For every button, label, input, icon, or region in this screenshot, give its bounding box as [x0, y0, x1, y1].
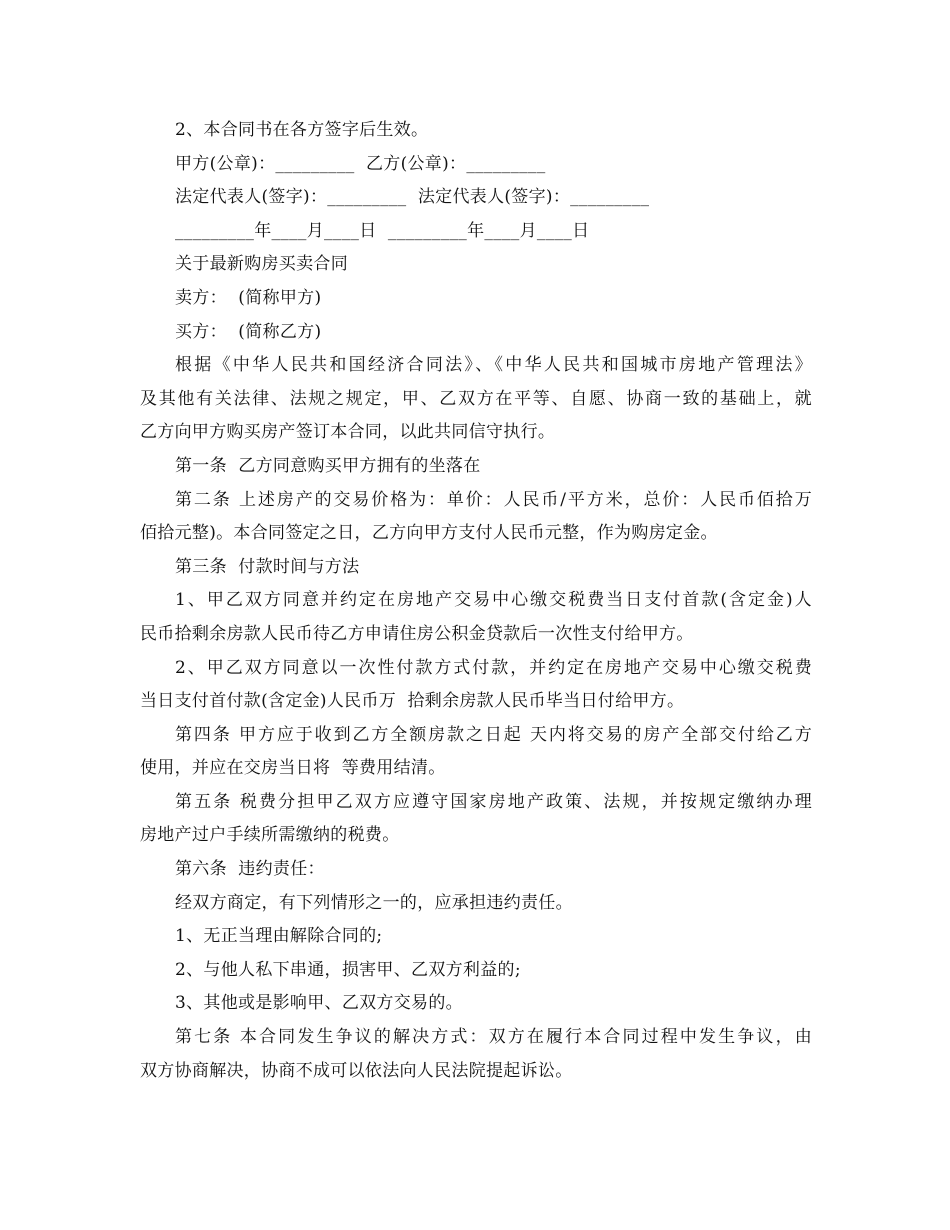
- document-line: 1、甲乙双方同意并约定在房地产交易中心缴交税费当日支付首款(含定金)人: [175, 590, 812, 611]
- document-line: 甲方(公章)：_________ 乙方(公章)：_________: [175, 153, 546, 174]
- document-line: 乙方向甲方购买房产签订本合同，以此共同信守执行。: [140, 422, 556, 443]
- document-line: 及其他有关法律、法规之规定，甲、乙双方在平等、自愿、协商一致的基础上，就: [140, 388, 812, 409]
- document-line: 1、无正当理由解除合同的;: [175, 926, 383, 947]
- document-line: 2、本合同书在各方签字后生效。: [175, 120, 429, 140]
- document-line: 买方： (简称乙方): [175, 321, 322, 342]
- document-line: 关于最新购房买卖合同: [175, 254, 348, 275]
- document-line: 双方协商解决，协商不成可以依法向人民法院提起诉讼。: [140, 1060, 573, 1081]
- document-line: 第六条 违约责任：: [175, 859, 325, 880]
- document-line: 法定代表人(签字)：_________ 法定代表人(签字)：_________: [175, 187, 650, 208]
- document-line: 使用，并应在交房当日将 等费用结清。: [140, 758, 446, 779]
- document-line: 民币拾剩余房款人民币待乙方申请住房公积金贷款后一次性支付给甲方。: [140, 623, 694, 644]
- document-line: 卖方： (简称甲方): [175, 287, 322, 308]
- document-line: 第四条 甲方应于收到乙方全额房款之日起 天内将交易的房产全部交付给乙方: [175, 724, 812, 745]
- document-line: 当日支付首付款(含定金)人民币万 拾剩余房款人民币毕当日付给甲方。: [140, 691, 685, 712]
- document-body: [140, 114, 812, 1088]
- document-line: 第三条 付款时间与方法: [175, 556, 360, 577]
- document-line: 第七条 本合同发生争议的解决方式：双方在履行本合同过程中发生争议，由: [175, 1027, 812, 1048]
- document-line: 第五条 税费分担甲乙双方应遵守国家房地产政策、法规，并按规定缴纳办理: [175, 791, 812, 812]
- document-line: 房地产过户手续所需缴纳的税费。: [140, 825, 400, 846]
- document-line: 2、与他人私下串通，损害甲、乙双方利益的;: [175, 959, 521, 980]
- document-line: 根据《中华人民共和国经济合同法》、《中华人民共和国城市房地产管理法》: [175, 355, 812, 376]
- document-line: 3、其他或是影响甲、乙双方交易的。: [175, 993, 463, 1014]
- document-line: 第二条 上述房产的交易价格为：单价：人民币/平方米，总价：人民币佰拾万: [175, 489, 812, 510]
- document-line: 2、甲乙双方同意以一次性付款方式付款，并约定在房地产交易中心缴交税费: [175, 657, 812, 678]
- document-line: 第一条 乙方同意购买甲方拥有的坐落在: [175, 455, 481, 476]
- document-line: 经双方商定，有下列情形之一的，应承担违约责任。: [175, 892, 573, 913]
- document-line: 佰拾元整)。本合同签定之日，乙方向甲方支付人民币元整，作为购房定金。: [140, 523, 718, 544]
- document-line: _________年____月____日 _________年____月____日: [175, 220, 590, 241]
